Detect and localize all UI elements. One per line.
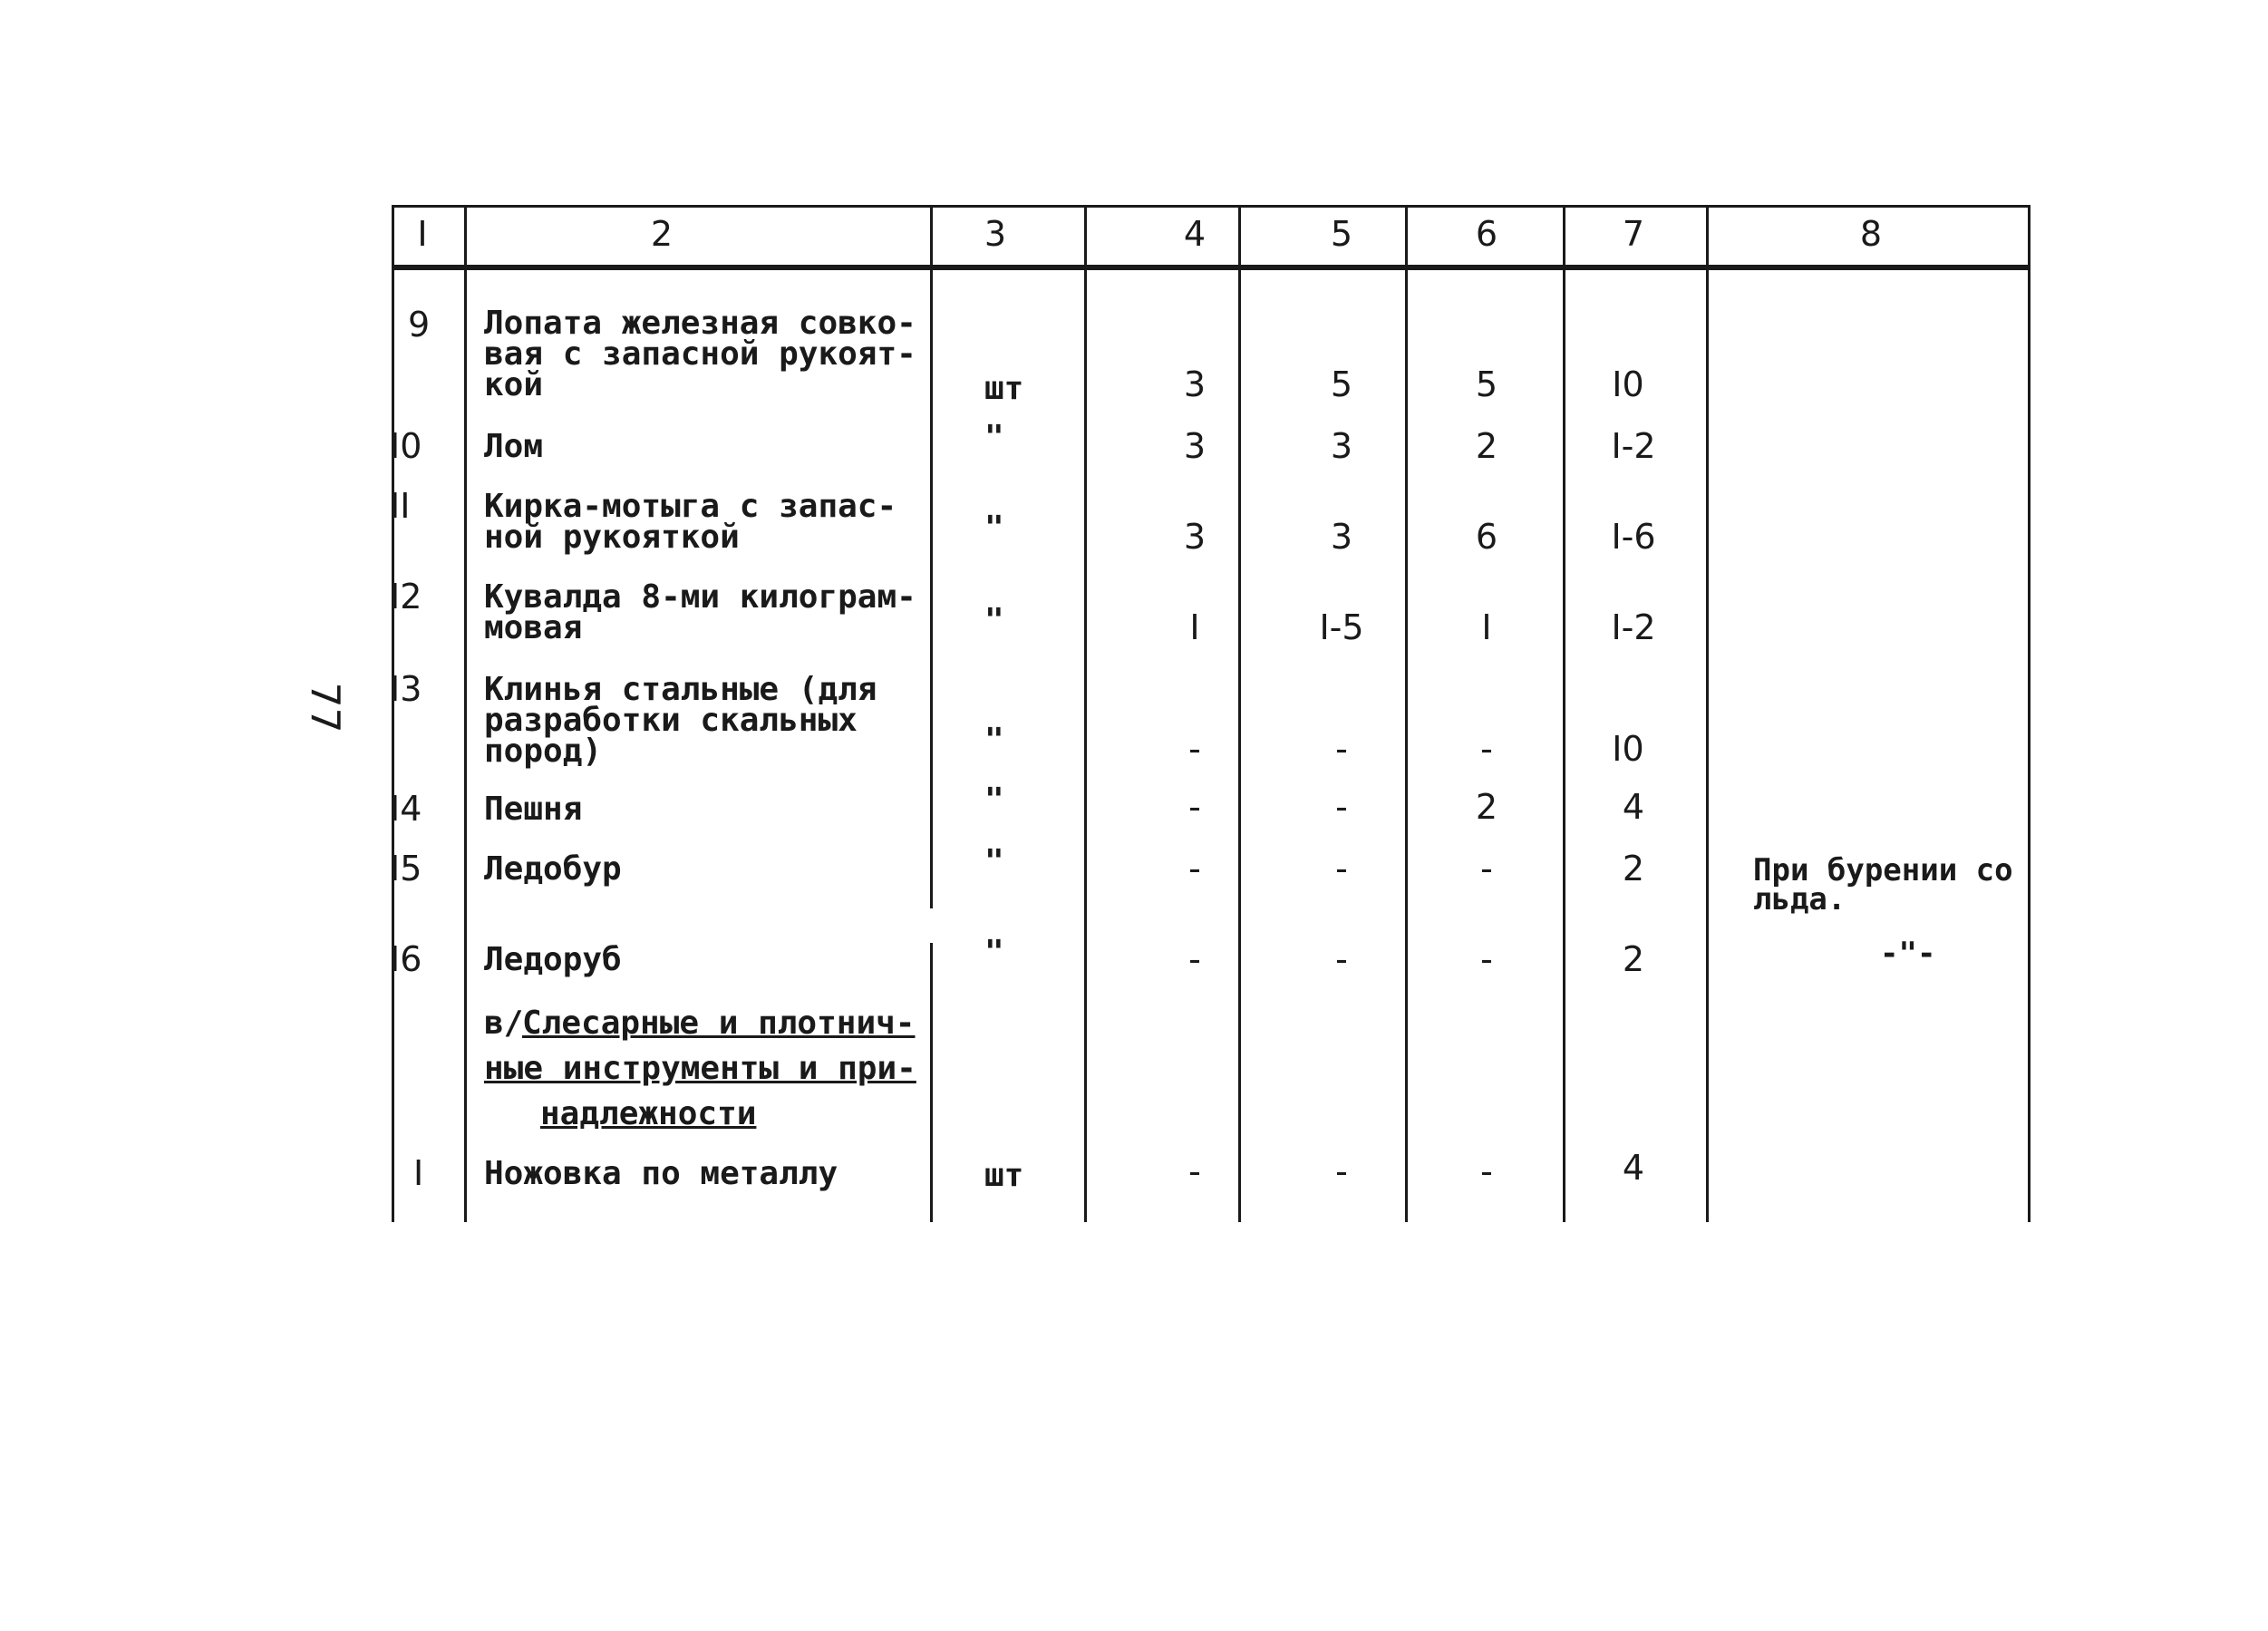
value-col-5: 3 (1330, 426, 1353, 466)
header-col-6: 6 (1475, 214, 1498, 254)
value-col-4: - (1188, 849, 1201, 888)
value-col-6: 2 (1475, 426, 1498, 466)
table-top-border (392, 205, 2031, 208)
value-col-5: - (1335, 729, 1348, 769)
row-number: I0 (390, 426, 422, 466)
value-col-5: I-5 (1319, 607, 1364, 647)
row-number: I3 (390, 669, 422, 709)
item-unit: " (984, 510, 1004, 547)
value-col-6: - (1480, 849, 1493, 888)
value-col-5: - (1335, 939, 1348, 979)
item-name: Лом (484, 428, 544, 465)
row-note: При бурении со льда. (1753, 852, 2013, 917)
item-unit: шт (984, 1157, 1024, 1194)
col-line-5 (1405, 205, 1408, 1222)
value-col-5: 3 (1330, 517, 1353, 557)
item-name: Ледоруб (484, 941, 622, 978)
header-col-7: 7 (1622, 214, 1645, 254)
section-line-1: Слесарные и плотнич- (522, 1005, 916, 1042)
row-note: -"- (1880, 936, 1936, 972)
row-number: I (413, 1153, 424, 1193)
value-col-6: 2 (1475, 787, 1498, 827)
col-line-2 (930, 205, 933, 908)
row-number: I4 (390, 789, 422, 829)
value-col-5: - (1335, 1151, 1348, 1191)
item-unit: " (984, 722, 1004, 759)
row-number: 9 (408, 305, 431, 345)
section-prefix: в/ (484, 1005, 524, 1042)
header-col-8: 8 (1859, 214, 1883, 254)
value-col-4: - (1188, 729, 1201, 769)
value-col-6: - (1480, 729, 1493, 769)
value-col-4: 3 (1183, 364, 1207, 404)
row-number: II (390, 486, 411, 526)
row-number: I6 (390, 939, 422, 979)
header-col-3: 3 (984, 214, 1007, 254)
value-col-4: - (1188, 787, 1201, 827)
item-unit: " (984, 419, 1004, 456)
value-col-5: - (1335, 787, 1348, 827)
col-line-2b (930, 943, 933, 1222)
value-col-7: I-6 (1611, 517, 1656, 557)
item-name: Кувалда 8-ми килограм- мовая (484, 578, 916, 646)
item-name: Лопата железная совко- вая с запасной рукоят- кой (484, 305, 916, 403)
item-name: Пешня (484, 791, 583, 828)
value-col-4: 3 (1183, 517, 1207, 557)
page-number: 77 (301, 682, 348, 733)
item-unit: " (984, 843, 1004, 880)
item-unit: " (984, 934, 1004, 971)
col-line-6 (1563, 205, 1565, 1222)
section-line-3: надлежности (540, 1095, 757, 1132)
header-col-4: 4 (1183, 214, 1207, 254)
item-name: Клинья стальные (для разработки скальных пород) (484, 671, 877, 770)
col-line-4 (1238, 205, 1241, 1222)
value-col-4: - (1188, 939, 1201, 979)
header-col-5: 5 (1330, 214, 1353, 254)
col-line-1 (464, 205, 467, 1222)
item-name: Ножовка по металлу (484, 1155, 838, 1192)
value-col-6: 5 (1475, 364, 1498, 404)
header-col-2: 2 (650, 214, 674, 254)
value-col-4: - (1188, 1151, 1201, 1191)
section-line-2: ные инструменты и при- (484, 1050, 916, 1087)
header-divider (392, 265, 2031, 270)
header-col-1: I (417, 214, 428, 254)
value-col-7: 2 (1622, 939, 1645, 979)
value-col-5: 5 (1330, 364, 1353, 404)
item-name: Ледобур (484, 850, 622, 888)
value-col-7: I-2 (1611, 426, 1656, 466)
value-col-4: I (1189, 607, 1200, 647)
row-number: I5 (390, 849, 422, 888)
item-unit: шт (984, 370, 1024, 407)
value-col-6: 6 (1475, 517, 1498, 557)
value-col-7: I-2 (1611, 607, 1656, 647)
value-col-7: I0 (1612, 729, 1644, 769)
item-unit: " (984, 782, 1004, 819)
value-col-4: 3 (1183, 426, 1207, 466)
value-col-6: - (1480, 939, 1493, 979)
col-line-8 (2028, 205, 2031, 1222)
value-col-7: 4 (1622, 787, 1645, 827)
value-col-6: I (1481, 607, 1492, 647)
col-line-0 (392, 205, 394, 1222)
value-col-6: - (1480, 1151, 1493, 1191)
value-col-7: I0 (1612, 364, 1644, 404)
row-number: I2 (390, 577, 422, 616)
item-unit: " (984, 602, 1004, 639)
value-col-7: 4 (1622, 1148, 1645, 1188)
item-name: Кирка-мотыга с запас- ной рукояткой (484, 488, 897, 556)
col-line-3 (1084, 205, 1087, 1222)
col-line-7 (1706, 205, 1709, 1222)
value-col-5: - (1335, 849, 1348, 888)
value-col-7: 2 (1622, 849, 1645, 888)
